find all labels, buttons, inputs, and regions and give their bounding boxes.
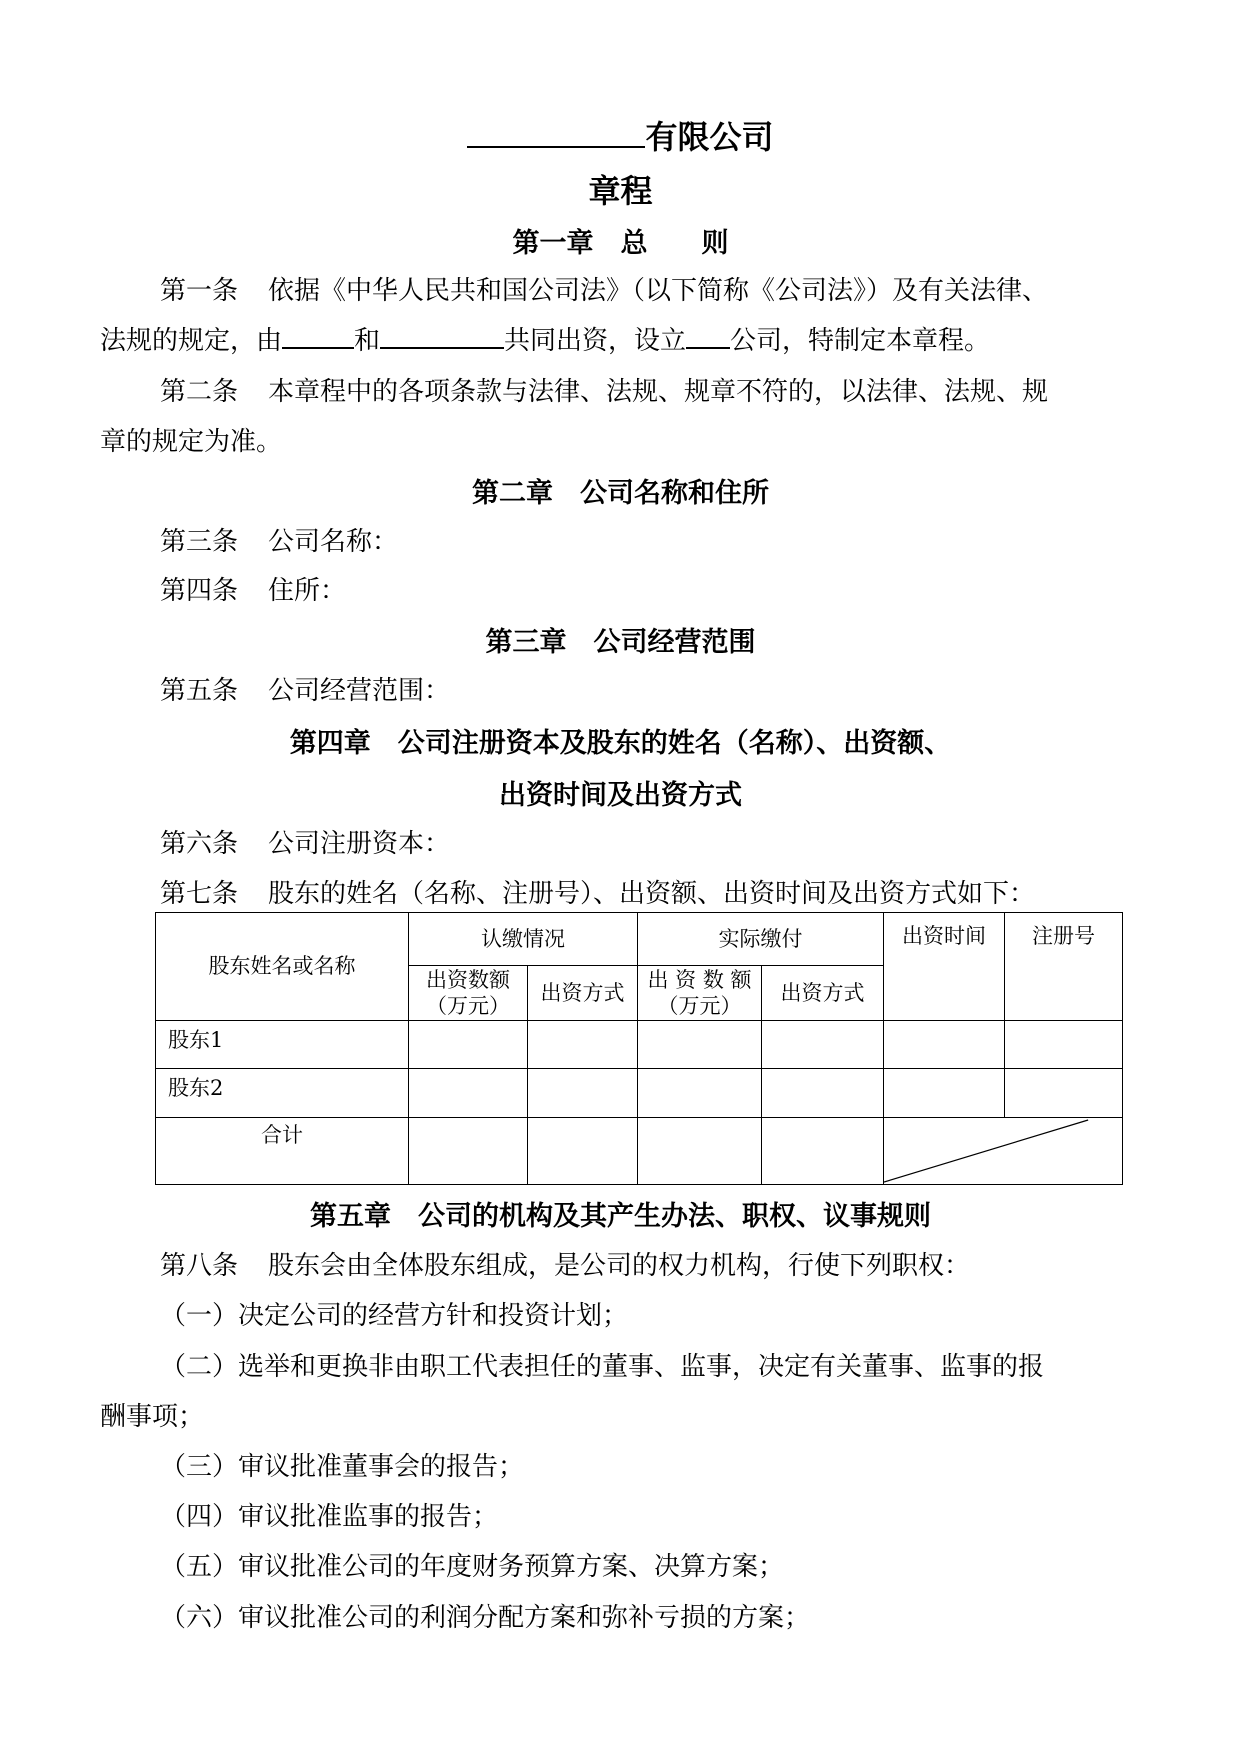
table-row bbox=[156, 1117, 1123, 1184]
row-total: 合计 bbox=[156, 1117, 409, 1184]
table-row bbox=[156, 1020, 1123, 1069]
table-cell bbox=[409, 1069, 528, 1118]
sub-method-paid: 出资方式 bbox=[762, 965, 884, 1020]
company-blank bbox=[686, 321, 730, 349]
article-6: 第六条 公司注册资本： bbox=[160, 829, 451, 859]
table-cell bbox=[762, 1020, 884, 1069]
article-4: 第四条 住所： bbox=[160, 576, 347, 606]
chapter-3-heading: 第三章 公司经营范围 bbox=[485, 627, 756, 658]
total-diagonal-cell bbox=[884, 1117, 1123, 1184]
chapter-4-heading-line-1: 第四章 公司注册资本及股东的姓名（名称）、出资额、 bbox=[289, 728, 952, 759]
power-1: （一）决定公司的经营方针和投资计划； bbox=[160, 1301, 629, 1331]
article-1-line-2: 法规的规定，由 和 共同出资，设立 公司，特制定本章程。 bbox=[100, 320, 990, 357]
power-6: （六）审议批准公司的利润分配方案和弥补亏损的方案； bbox=[160, 1603, 811, 1633]
article-2-line-2: 章的规定为准。 bbox=[100, 427, 283, 457]
table-cell bbox=[762, 1069, 884, 1118]
header-contribution-time: 出资时间 bbox=[884, 913, 1005, 1021]
table-cell bbox=[884, 1020, 1005, 1069]
article-7: 第七条 股东的姓名（名称、注册号）、出资额、出资时间及出资方式如下： bbox=[160, 879, 1036, 909]
table-cell bbox=[638, 1020, 762, 1069]
header-registration-no: 注册号 bbox=[1005, 913, 1123, 1021]
article-2-line-1: 第二条 本章程中的各项条款与法律、法规、规章不符的，以法律、法规、规 bbox=[160, 377, 1049, 407]
table-cell bbox=[884, 1069, 1005, 1118]
shareholder-a-blank bbox=[282, 321, 354, 349]
row-shareholder-1: 股东1 bbox=[156, 1020, 409, 1069]
header-shareholder-name: 股东姓名或名称 bbox=[156, 913, 409, 1021]
power-5: （五）审议批准公司的年度财务预算方案、决算方案； bbox=[160, 1552, 785, 1582]
table-cell bbox=[638, 1117, 762, 1184]
diagonal-line bbox=[884, 1118, 1122, 1184]
company-name-blank bbox=[467, 120, 645, 148]
row-shareholder-2: 股东2 bbox=[156, 1069, 409, 1118]
table-cell bbox=[409, 1117, 528, 1184]
table-cell bbox=[528, 1117, 638, 1184]
table-cell bbox=[409, 1020, 528, 1069]
header-subscribed: 认缴情况 bbox=[409, 913, 638, 966]
table-cell bbox=[1005, 1020, 1123, 1069]
chapter-5-heading: 第五章 公司的机构及其产生办法、职权、议事规则 bbox=[310, 1201, 931, 1232]
article-5: 第五条 公司经营范围： bbox=[160, 676, 451, 706]
shareholder-contribution-table bbox=[155, 912, 1123, 1185]
power-2-line-2: 酬事项； bbox=[100, 1402, 205, 1432]
table-cell bbox=[762, 1117, 884, 1184]
table-cell bbox=[528, 1020, 638, 1069]
power-3: （三）审议批准董事会的报告； bbox=[160, 1452, 525, 1482]
table-cell bbox=[638, 1069, 762, 1118]
table-cell bbox=[1005, 1069, 1123, 1118]
shareholder-b-blank bbox=[380, 321, 504, 349]
chapter-2-heading: 第二章 公司名称和住所 bbox=[472, 478, 769, 509]
power-4: （四）审议批准监事的报告； bbox=[160, 1502, 499, 1532]
chapter-4-heading-line-2: 出资时间及出资方式 bbox=[499, 780, 742, 811]
article-8: 第八条 股东会由全体股东组成，是公司的权力机构，行使下列职权： bbox=[160, 1251, 971, 1281]
charter-title: 章程 bbox=[588, 172, 653, 210]
company-title: 有限公司 bbox=[0, 112, 1241, 158]
table-row bbox=[156, 1069, 1123, 1118]
power-2-line-1: （二）选举和更换非由职工代表担任的董事、监事，决定有关董事、监事的报 bbox=[160, 1352, 1045, 1382]
sub-amount-paid: 出 资 数 额 （万元） bbox=[638, 965, 762, 1020]
sub-amount-subscribed: 出资数额 （万元） bbox=[409, 965, 528, 1020]
article-3: 第三条 公司名称： bbox=[160, 527, 399, 557]
article-1-line-1: 第一条 依据《中华人民共和国公司法》（以下简称《公司法》）及有关法律、 bbox=[160, 276, 1049, 306]
table-cell bbox=[528, 1069, 638, 1118]
chapter-1-heading: 第一章 总 则 bbox=[512, 228, 729, 259]
sub-method-subscribed: 出资方式 bbox=[528, 965, 638, 1020]
header-paid: 实际缴付 bbox=[638, 913, 884, 966]
